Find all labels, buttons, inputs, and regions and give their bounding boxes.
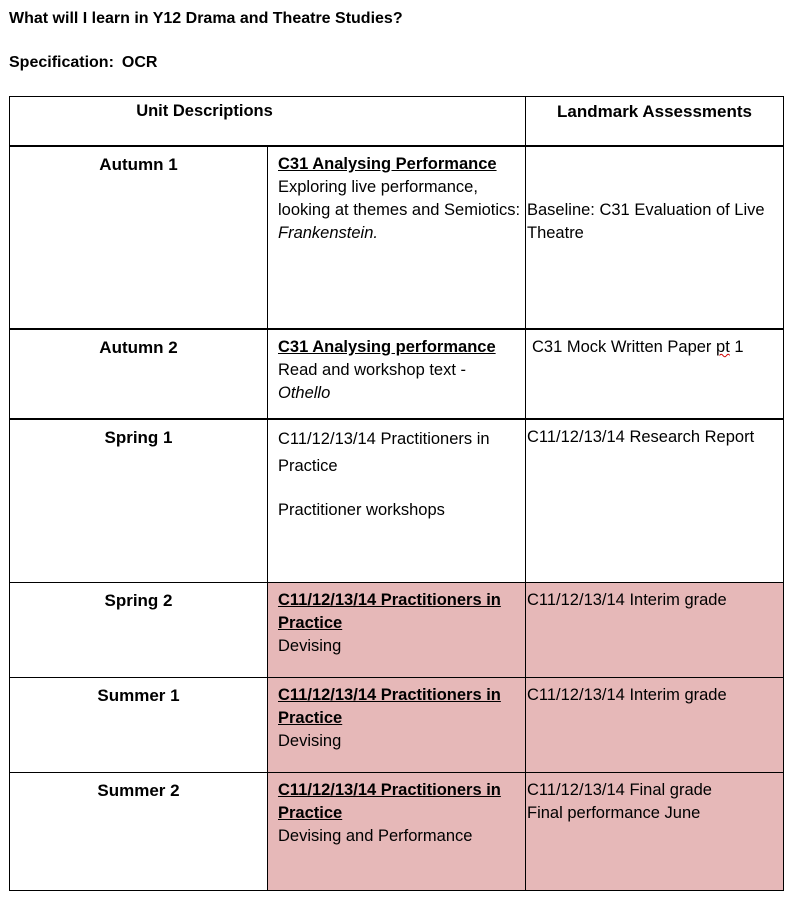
spec-label: Specification: [9,54,114,71]
term-cell: Spring 1 [10,419,268,582]
unit-cell [268,329,526,419]
table-row [10,677,784,772]
table-row [10,146,784,329]
spellcheck-flagged-word: pt [716,338,730,356]
unit-cell [268,419,526,582]
landmark-cell [526,419,784,582]
unit-text: Exploring live performance, looking at themes and Semiotics: [278,178,521,219]
spec-value: OCR [121,54,158,71]
landmark-text: C11/12/13/14 Research Report [527,428,755,446]
table-header-row [10,97,784,147]
landmark-cell [526,677,784,772]
unit-text-secondary: Practitioner workshops [278,501,445,519]
unit-cell [268,146,526,329]
term-cell: Summer 1 [10,677,268,772]
unit-text: Devising and Performance [278,826,473,845]
unit-cell [268,772,526,890]
unit-text: Devising [278,731,342,750]
curriculum-table [9,96,784,891]
term-cell: Spring 2 [10,582,268,677]
page-title: What will I learn in Y12 Drama and Theatre Studies? [9,10,403,27]
unit-italic-text: Frankenstein. [278,224,378,242]
unit-heading: C11/12/13/14 Practitioners in Practice [278,780,501,822]
landmark-text: C31 Mock Written Paper [532,338,717,356]
table-row [10,329,784,419]
unit-heading: C31 Analysing performance [278,338,496,356]
table-row [10,419,784,582]
header-unit-descriptions: Unit Descriptions [10,97,526,147]
specification-line [9,54,157,72]
header-landmark-assessments: Landmark Assessments [526,97,784,147]
unit-text: Devising [278,636,342,655]
landmark-text-secondary: Final performance June [527,803,701,822]
unit-cell [268,677,526,772]
unit-text: Read and workshop text - [278,361,467,379]
unit-italic-text: Othello [278,384,331,402]
landmark-text-end: 1 [729,338,744,356]
landmark-text: Baseline: C31 Evaluation of Live Theatre [527,201,765,242]
unit-heading: C31 Analysing Performance [278,155,497,173]
unit-cell [268,582,526,677]
landmark-cell [526,582,784,677]
unit-text: C11/12/13/14 Practitioners in Practice [278,430,490,475]
landmark-cell [526,772,784,890]
landmark-text: C11/12/13/14 Interim grade [527,685,727,704]
unit-heading: C11/12/13/14 Practitioners in Practice [278,685,501,727]
table-row [10,582,784,677]
landmark-cell [526,146,784,329]
term-cell: Autumn 1 [10,146,268,329]
landmark-cell [526,329,784,419]
unit-heading: C11/12/13/14 Practitioners in Practice [278,590,501,632]
term-cell: Summer 2 [10,772,268,890]
landmark-text: C11/12/13/14 Final grade [527,780,712,799]
table-row [10,772,784,890]
landmark-text: C11/12/13/14 Interim grade [527,590,727,609]
term-cell: Autumn 2 [10,329,268,419]
